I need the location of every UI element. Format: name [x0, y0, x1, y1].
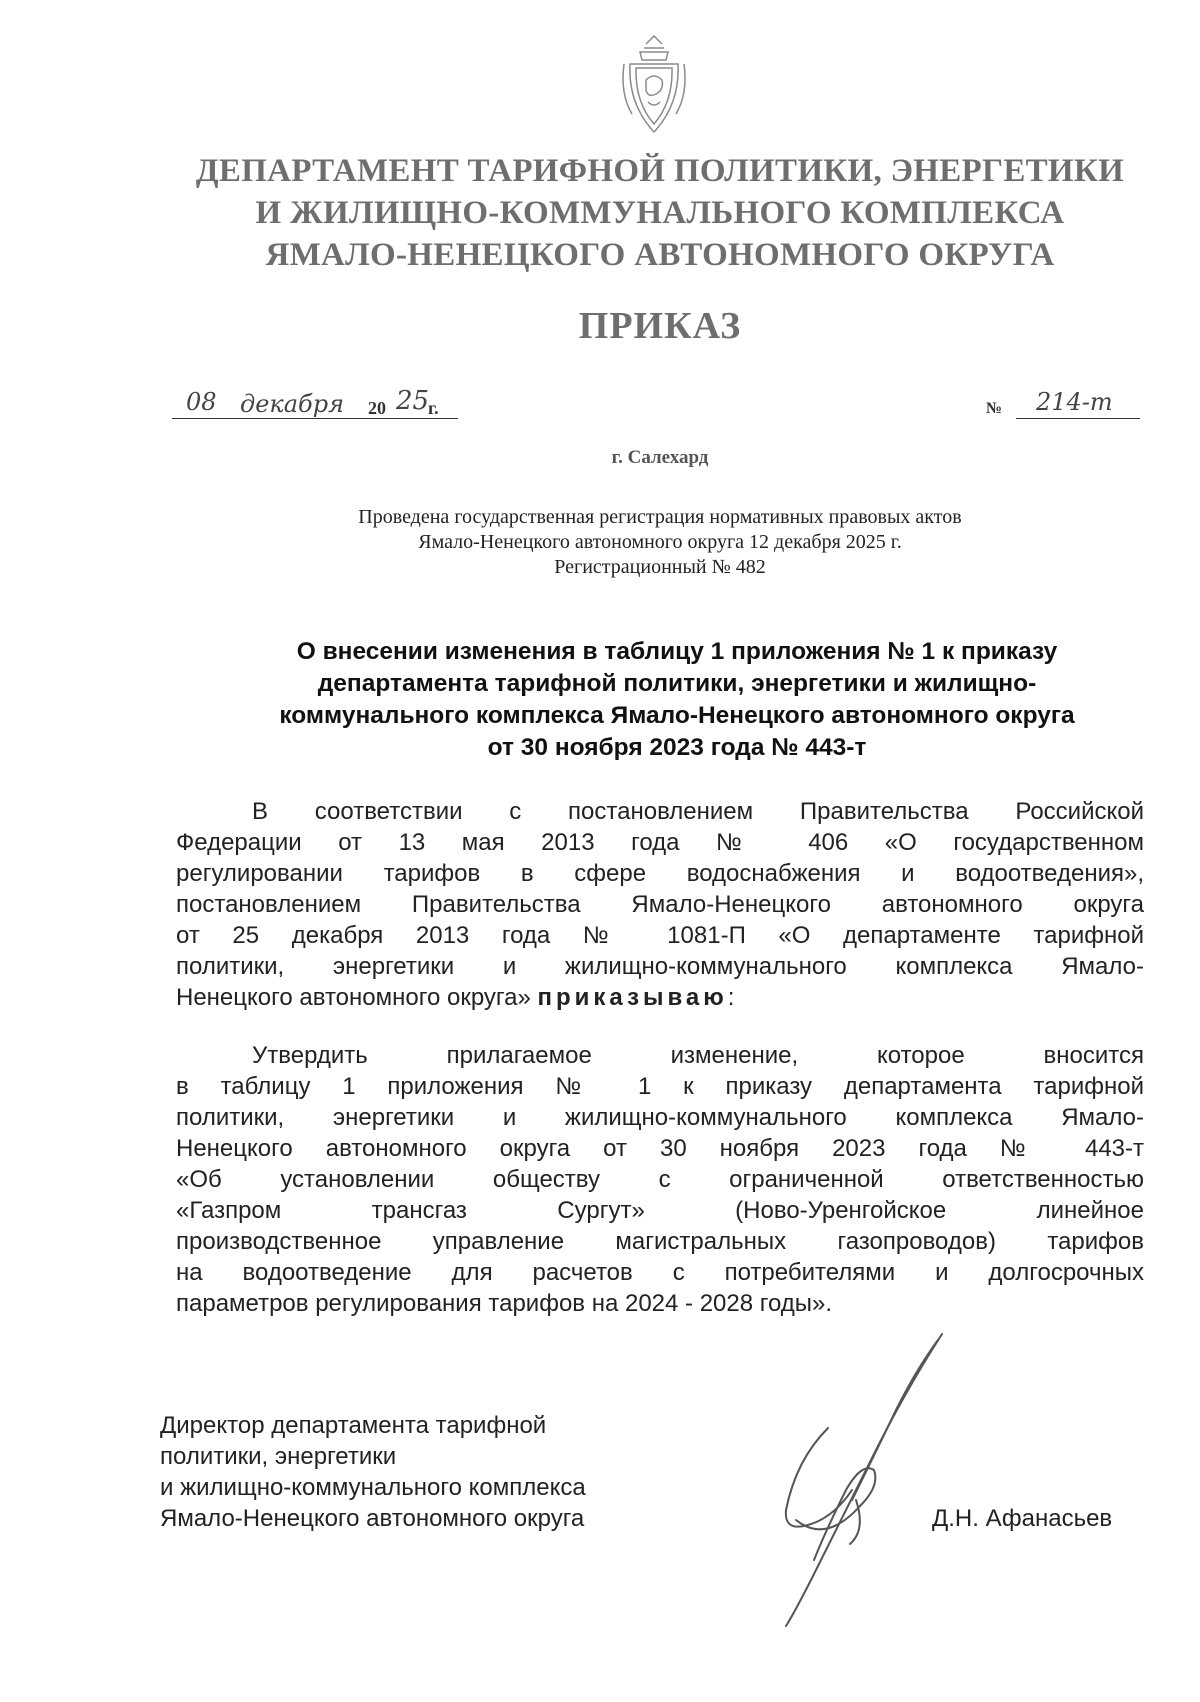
number-underline: [1016, 418, 1140, 419]
paragraph-line: В соответствии с постановлением Правительства Российской: [252, 798, 1144, 825]
order-subject: [176, 636, 1178, 764]
subject-line: департамента тарифной политики, энергетики и жилищно-: [317, 670, 1037, 697]
position-line: Директор департамента тарифной: [160, 1412, 547, 1439]
signatory-name: Д.Н. Афанасьев: [932, 1505, 1113, 1532]
paragraph-line: Федерации от 13 мая 2013 года № 406 «О государственном: [176, 829, 1144, 856]
order-keyword: приказываю: [537, 984, 728, 1011]
subject-line: коммунального комплекса Ямало-Ненецкого автономного округа: [279, 702, 1075, 729]
paragraph-end: :: [727, 984, 735, 1011]
position-line: Ямало-Ненецкого автономного округа: [160, 1505, 585, 1532]
position-line: политики, энергетики: [160, 1443, 397, 1470]
department-line: ДЕПАРТАМЕНТ ТАРИФНОЙ ПОЛИТИКИ, ЭНЕРГЕТИКИ: [195, 153, 1125, 189]
handwritten-signature-icon: [756, 1330, 956, 1630]
order-paragraph: [176, 1040, 1144, 1319]
paragraph-line: политики, энергетики и жилищно-коммунального комплекса Ямало-: [176, 1104, 1144, 1131]
paragraph-line: политики, энергетики и жилищно-коммунального комплекса Ямало-: [176, 953, 1144, 980]
paragraph-line: Утвердить прилагаемое изменение, которое вносится: [252, 1042, 1144, 1069]
paragraph-line: от 25 декабря 2013 года № 1081-П «О департаменте тарифной: [176, 922, 1144, 949]
coat-of-arms-emblem-icon: [618, 34, 690, 138]
department-line: ЯМАЛО-НЕНЕЦКОГО АВТОНОМНОГО ОКРУГА: [265, 237, 1055, 273]
date-century: 20: [368, 398, 386, 418]
paragraph-line: постановлением Правительства Ямало-Ненецкого автономного округа: [176, 891, 1144, 918]
registration-stamp: [120, 505, 1200, 580]
registration-line: Ямало-Ненецкого автономного округа 12 декабря 2025 г.: [418, 531, 902, 553]
paragraph-text: Ненецкого автономного округа»: [176, 984, 531, 1011]
date-suffix: г.: [428, 398, 439, 418]
paragraph-line: на водоотведение для расчетов с потребителями и долгосрочных: [176, 1259, 1144, 1286]
paragraph-line: Ненецкого автономного округа от 30 ноября 2023 года № 443-т: [176, 1135, 1144, 1162]
registration-line: Регистрационный № 482: [554, 556, 766, 578]
date-month: декабря: [240, 390, 344, 418]
registration-line: Проведена государственная регистрация нормативных правовых актов: [358, 506, 962, 528]
date-underline: [172, 418, 458, 419]
subject-line: О внесении изменения в таблицу 1 приложения № 1 к приказу: [296, 638, 1058, 665]
subject-line: от 30 ноября 2023 года № 443-т: [487, 734, 867, 761]
paragraph-line: регулировании тарифов в сфере водоснабжения и водоотведения»,: [176, 860, 1144, 887]
number-label: №: [986, 400, 1003, 417]
paragraph-line: «Газпром трансгаз Сургут» (Ново-Уренгойское линейное: [176, 1197, 1144, 1224]
department-name: [120, 150, 1200, 276]
city: г. Салехард: [611, 447, 709, 468]
paragraph-line: в таблицу 1 приложения № 1 к приказу департамента тарифной: [176, 1073, 1144, 1100]
order-number: [986, 388, 1146, 432]
paragraph-line: «Об установлении обществу с ограниченной ответственностью: [176, 1166, 1144, 1193]
order-date: [172, 388, 472, 432]
department-line: И ЖИЛИЩНО-КОММУНАЛЬНОГО КОМПЛЕКСА: [255, 195, 1065, 231]
date-day: 08: [186, 388, 217, 416]
order-title: ПРИКАЗ: [578, 305, 742, 347]
paragraph-last-line: [176, 982, 1144, 1013]
preamble-paragraph: [176, 796, 1144, 1013]
number-value: 214-т: [1036, 388, 1113, 416]
paragraph-line: производственное управление магистральных газопроводов) тарифов: [176, 1228, 1144, 1255]
position-line: и жилищно-коммунального комплекса: [160, 1474, 586, 1501]
paragraph-line: параметров регулирования тарифов на 2024 - 2028 годы».: [176, 1290, 833, 1317]
signatory-position: [160, 1410, 586, 1534]
date-year: 25: [396, 386, 430, 416]
